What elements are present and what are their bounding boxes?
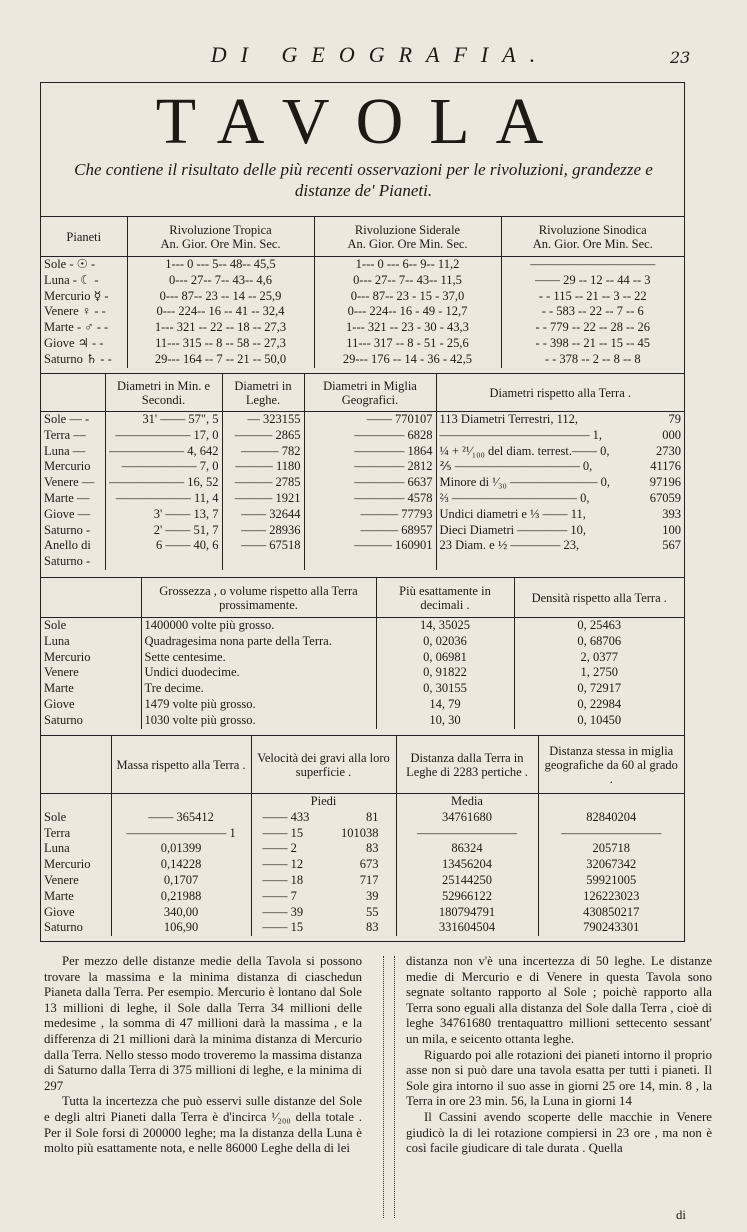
table-row [41, 523, 684, 539]
planet-name: Giove — [44, 506, 91, 521]
table-row [41, 538, 684, 554]
velocita-cell [251, 826, 396, 842]
velocita-piedi: —— 18 [262, 872, 304, 887]
grossezza-value: Quadragesima nona parte della Terra. [141, 634, 376, 650]
massa-value: 0,21988 [111, 889, 251, 905]
velocita-fraction: 81 [366, 809, 379, 824]
text-column-left [44, 954, 362, 1157]
massa-value: 0,1707 [111, 873, 251, 889]
paragraph: distanza non v'è una incertezza di 50 leghe. Le distanze medie di Mercurio e di Venere in questa Tavola sono segnate soltanto rapporto al Sole ; poichè rapporto alla Terra sono eguali alla distanza del Sole dalla Terra , cioè di leghe 34761680 trentaquattro millioni settecento sessant' un mila, e seicento ottanta leghe. [406, 954, 712, 1046]
min-value [105, 554, 222, 570]
table-row [41, 444, 684, 460]
tropica-value: 1--- 321 -- 22 -- 18 -- 27,3 [127, 320, 314, 336]
miglia-value: ———— 2812 [304, 459, 436, 475]
paragraph: Riguardo poi alle rotazioni dei pianeti intorno il proprio asse non si può dare una tavola esatta per tutti i pianeti. Il Sole gira intorno il suo asse in giorni 25 ore 14, min. 8 , la Terra in ore 23 min. 56, la Luna in giorni 14 [406, 1047, 712, 1109]
siderale-value: 11--- 317 -- 8 - 51 - 25,6 [314, 336, 501, 352]
planet-name: Terra [44, 825, 71, 840]
subheader-piedi: Piedi [251, 794, 396, 810]
table-row [41, 352, 684, 368]
velocita-fraction: 83 [366, 841, 379, 856]
terra-value: 2730 [656, 443, 681, 458]
siderale-value: 1--- 0 --- 6-- 9-- 11,2 [314, 257, 501, 273]
miglia-value: ———— 4578 [304, 491, 436, 507]
header-leghe: Diametri in Leghe. [222, 374, 304, 412]
miglia-value: ———— 1864 [304, 444, 436, 460]
grossezza-value: Sette centesime. [141, 650, 376, 666]
planet-name: Marte [44, 681, 74, 696]
densita-value: 0, 68706 [514, 634, 684, 650]
sinodica-value: - - 583 -- 22 -- 7 -- 6 [501, 304, 684, 320]
siderale-value: 29--- 176 -- 14 - 36 - 42,5 [314, 352, 501, 368]
leghe-value: ———————— [396, 826, 538, 842]
paragraph: Il Cassini avendo scoperte delle macchie in Venere giudicò la di lei rotazione compiersi in 23 ore , ma non è così facile giudicare di tale durata . Quella [406, 1109, 712, 1156]
table-row [41, 459, 684, 475]
diameters-table [41, 373, 684, 570]
planet-name: Marte - ♂ - - [44, 320, 109, 335]
velocita-fraction: 83 [366, 920, 379, 935]
grossezza-value: 1400000 volte più grosso. [141, 618, 376, 634]
terra-cell [436, 523, 684, 539]
terra-value: 100 [662, 522, 681, 537]
siderale-value: 0--- 87-- 23 - 15 - 37,0 [314, 289, 501, 305]
mass-distance-table [41, 735, 684, 936]
planet-name: Mercurio ☿ - [44, 288, 109, 303]
leghe-value: 34761680 [396, 810, 538, 826]
planet-name: Mercurio [44, 649, 91, 664]
terra-text: 23 Diam. e ½ ———— 23, [439, 538, 580, 553]
min-value: 6 —— 40, 6 [105, 538, 222, 554]
planet-name: Sole - ☉ - [44, 257, 96, 271]
terra-value: 567 [662, 538, 681, 553]
leghe-value: 331604504 [396, 920, 538, 936]
leghe-value [222, 554, 304, 570]
miglia-value: 32067342 [538, 857, 684, 873]
terra-cell [436, 538, 684, 554]
terra-value: 79 [668, 412, 681, 426]
planet-name: Sole [44, 618, 67, 632]
planet-name: Mercurio [44, 459, 91, 474]
table-frame [40, 82, 685, 942]
terra-text: ⅔ —————————— 0, [439, 490, 590, 505]
table-row [41, 428, 684, 444]
massa-value: —— 365412 [111, 810, 251, 826]
leghe-value: ——— 1921 [222, 491, 304, 507]
terra-text: ⅖ —————————— 0, [439, 459, 593, 474]
leghe-value: —— 67518 [222, 538, 304, 554]
header-tropica-label: Rivoluzione Tropica [169, 222, 272, 237]
velocita-piedi: —— 15 [262, 825, 304, 840]
terra-value: 393 [662, 506, 681, 521]
paragraph: Tutta la incertezza che può esservi sulle distanze del Sole e degli altri Pianeti dalla Terra è d'incirca ¹⁄₂₀₀ della totale . Per il Sole forsi di 200000 leghe; ma la distanza della Luna è molto più esattamente nota, e nelle 86000 Leghe della di lei [44, 1094, 362, 1156]
sinodica-value: - - 398 -- 21 -- 15 -- 45 [501, 336, 684, 352]
header-tropica [127, 217, 314, 257]
text-column-right [406, 954, 712, 1157]
planet-name: Saturno [44, 920, 83, 935]
volume-table [41, 577, 684, 729]
massa-value: 340,00 [111, 905, 251, 921]
densita-value: 0, 25463 [514, 618, 684, 634]
min-value: —————— 17, 0 [105, 428, 222, 444]
table-row [41, 650, 684, 666]
terra-cell [436, 475, 684, 491]
miglia-value: ———— 6828 [304, 428, 436, 444]
header-siderale-units: An. Gior. Ore Min. Sec. [347, 236, 468, 251]
terra-cell [436, 554, 684, 570]
header-sinodica-units: An. Gior. Ore Min. Sec. [532, 236, 653, 251]
terra-text: ———————————— 1, [439, 427, 602, 442]
densita-value: 0, 22984 [514, 697, 684, 713]
planet-name: Anello di [44, 538, 91, 553]
miglia-value [304, 554, 436, 570]
table-row [41, 889, 684, 905]
header-grossezza: Grossezza , o volume rispetto alla Terra prossimamente. [141, 578, 376, 618]
miglia-value: ———————— [538, 826, 684, 842]
table-row [41, 491, 684, 507]
table-row [41, 681, 684, 697]
table-row [41, 554, 684, 570]
min-value: —————— 16, 52 [105, 475, 222, 491]
siderale-value: 0--- 224-- 16 - 49 - 12,7 [314, 304, 501, 320]
massa-value: 0,01399 [111, 841, 251, 857]
header-blank [41, 578, 141, 618]
velocita-cell [251, 920, 396, 936]
table-row [41, 841, 684, 857]
velocita-piedi: —— 39 [262, 904, 304, 919]
header-siderale-label: Rivoluzione Siderale [354, 222, 461, 237]
planet-name: Venere — [44, 475, 95, 490]
revolutions-table [41, 216, 684, 368]
table-row [41, 826, 684, 842]
tropica-value: 1--- 0 --- 5-- 48-- 45,5 [127, 257, 314, 273]
table-row [41, 905, 684, 921]
min-value: 3' —— 13, 7 [105, 507, 222, 523]
miglia-value: 430850217 [538, 905, 684, 921]
miglia-value: 205718 [538, 841, 684, 857]
densita-value: 1, 2750 [514, 665, 684, 681]
velocita-piedi: —— 15 [262, 920, 304, 935]
leghe-value: —— 32644 [222, 507, 304, 523]
velocita-fraction: 39 [366, 888, 379, 903]
header-terra: Diametri rispetto alla Terra . [436, 374, 684, 412]
table-row [41, 920, 684, 936]
terra-text: Dieci Diametri ———— 10, [439, 522, 586, 537]
leghe-value: ——— 1180 [222, 459, 304, 475]
planet-name: Terra — [44, 427, 86, 442]
tropica-value: 0--- 224-- 16 -- 41 -- 32,4 [127, 304, 314, 320]
planet-name: Giove ♃ - - [44, 335, 104, 350]
header-densita: Densità rispetto alla Terra . [514, 578, 684, 618]
leghe-value: 86324 [396, 841, 538, 857]
table-row [41, 697, 684, 713]
planet-name: Luna [44, 841, 70, 856]
planet-name: Giove [44, 696, 75, 711]
header-minuti: Diametri in Min. e Secondi. [105, 374, 222, 412]
table-row [41, 857, 684, 873]
decimali-value: 10, 30 [376, 713, 514, 729]
table-row [41, 618, 684, 634]
decimali-value: 0, 02036 [376, 634, 514, 650]
leghe-value: ——— 2785 [222, 475, 304, 491]
leghe-value: ——— 2865 [222, 428, 304, 444]
velocita-fraction: 673 [359, 857, 379, 872]
header-leghe: Distanza dalla Terra in Leghe di 2283 pertiche . [396, 736, 538, 794]
planet-name: Luna — [44, 443, 86, 458]
terra-value: 67059 [649, 490, 681, 505]
siderale-value: 0--- 27-- 7-- 43-- 11,5 [314, 273, 501, 289]
table-row [41, 304, 684, 320]
header-sinodica [501, 217, 684, 257]
leghe-value: 25144250 [396, 873, 538, 889]
table-row [41, 273, 684, 289]
terra-text: Undici diametri e ⅓ —— 11, [439, 506, 586, 521]
planet-name: Saturno - [44, 554, 91, 569]
grossezza-value: 1479 volte più grosso. [141, 697, 376, 713]
velocita-fraction: 55 [366, 904, 379, 919]
decimali-value: 0, 91822 [376, 665, 514, 681]
planet-name: Marte — [44, 490, 90, 505]
leghe-value: — 323155 [222, 412, 304, 428]
running-head [0, 42, 747, 72]
planet-name: Saturno [44, 712, 83, 727]
paragraph: Per mezzo delle distanze medie della Tavola si possono trovare la massima e la minima distanza di ciaschedun Pianeta dalla Terra. Per esempio. Mercurio è lontano dal Sole 13 millioni di leghe, il Sole dalla Terra 34 millioni delle medesime , la somma di 47 millioni darà la massima , e la differenza di 21 millioni darà la minima distanza di Mercurio dalla Terra. Nello stesso modo troveremo la massima distanza di Saturno dalla Terra di 375 millioni di leghe, e la minima di 297 [44, 954, 362, 1093]
table-row [41, 873, 684, 889]
catchword: di [676, 1208, 686, 1223]
velocita-fraction: 717 [359, 872, 379, 887]
planet-name: Sole — - [44, 412, 90, 426]
planet-name: Saturno - [44, 522, 91, 537]
siderale-value: 1--- 321 -- 23 - 30 - 43,3 [314, 320, 501, 336]
planet-name: Luna [44, 633, 70, 648]
min-value: —————— 4, 642 [105, 444, 222, 460]
planet-name: Sole [44, 809, 67, 824]
header-miglia: Distanza stessa in miglia geografiche da 60 al grado . [538, 736, 684, 794]
velocita-cell [251, 873, 396, 889]
table-row [41, 475, 684, 491]
terra-value: 97196 [649, 475, 681, 490]
tavola-title: TAVOLA [155, 85, 570, 158]
velocita-fraction: 101038 [341, 825, 379, 840]
decimali-value: 0, 30155 [376, 681, 514, 697]
table-row [41, 713, 684, 729]
terra-cell [436, 412, 684, 428]
terra-value: 41176 [650, 459, 681, 474]
velocita-cell [251, 889, 396, 905]
table-row [41, 507, 684, 523]
leghe-value: 180794791 [396, 905, 538, 921]
miglia-value: ——— 68957 [304, 523, 436, 539]
miglia-value: 790243301 [538, 920, 684, 936]
min-value: —————— 11, 4 [105, 491, 222, 507]
header-sinodica-label: Rivoluzione Sinodica [538, 222, 647, 237]
terra-cell [436, 444, 684, 460]
sinodica-value: - - 378 -- 2 -- 8 -- 8 [501, 352, 684, 368]
header-massa: Massa rispetto alla Terra . [111, 736, 251, 794]
planet-name: Venere [44, 872, 79, 887]
table-row [41, 257, 684, 273]
grossezza-value: 1030 volte più grosso. [141, 713, 376, 729]
massa-value: 0,14228 [111, 857, 251, 873]
decimali-value: 14, 79 [376, 697, 514, 713]
terra-text: Minore di ¹⁄₃₀ ——————— 0, [439, 475, 610, 490]
sinodica-value: - - 115 -- 21 -- 3 -- 22 [501, 289, 684, 305]
leghe-value: 52966122 [396, 889, 538, 905]
massa-value: 106,90 [111, 920, 251, 936]
header-tropica-units: An. Gior. Ore Min. Sec. [160, 236, 281, 251]
leghe-value: ——— 782 [222, 444, 304, 460]
table-row [41, 320, 684, 336]
velocita-piedi: —— 7 [262, 888, 297, 903]
terra-text: 113 Diametri Terrestri, 112, [439, 412, 579, 426]
terra-value: 000 [662, 427, 681, 442]
densita-value: 2, 0377 [514, 650, 684, 666]
header-pianeti: Pianeti [41, 217, 127, 257]
header-blank [41, 736, 111, 794]
miglia-value: 59921005 [538, 873, 684, 889]
planet-name: Saturno ♄ - - [44, 351, 112, 366]
header-siderale [314, 217, 501, 257]
min-value: —————— 7, 0 [105, 459, 222, 475]
decimali-value: 0, 06981 [376, 650, 514, 666]
velocita-cell [251, 905, 396, 921]
velocita-piedi: —— 433 [262, 809, 310, 824]
terra-cell [436, 459, 684, 475]
running-head-title: DI GEOGRAFIA. [210, 42, 550, 67]
grossezza-value: Undici duodecime. [141, 665, 376, 681]
terra-cell [436, 491, 684, 507]
miglia-value: ——— 77793 [304, 507, 436, 523]
table-row [41, 336, 684, 352]
miglia-value: 82840204 [538, 810, 684, 826]
velocita-cell [251, 810, 396, 826]
velocita-cell [251, 857, 396, 873]
table-row [41, 665, 684, 681]
grossezza-value: Tre decime. [141, 681, 376, 697]
velocita-piedi: —— 2 [262, 841, 297, 856]
tropica-value: 0--- 87-- 23 -- 14 -- 25,9 [127, 289, 314, 305]
min-value: 31' —— 57", 5 [105, 412, 222, 428]
velocita-cell [251, 841, 396, 857]
tropica-value: 11--- 315 -- 8 -- 58 -- 27,3 [127, 336, 314, 352]
massa-value: ———————— 1 [111, 826, 251, 842]
tropica-value: 0--- 27-- 7-- 43-- 4,6 [127, 273, 314, 289]
table-row [41, 810, 684, 826]
sinodica-value: —— 29 -- 12 -- 44 -- 3 [501, 273, 684, 289]
terra-cell [436, 428, 684, 444]
planet-name: Venere ♀ - - [44, 304, 106, 319]
terra-text: ¼ + ²¹⁄₁₀₀ del diam. terrest.—— 0, [439, 443, 610, 458]
leghe-value: —— 28936 [222, 523, 304, 539]
sinodica-value: - - 779 -- 22 -- 28 -- 26 [501, 320, 684, 336]
table-row [41, 412, 684, 428]
table-row [41, 634, 684, 650]
velocita-piedi: —— 12 [262, 857, 304, 872]
miglia-value: ——— 160901 [304, 538, 436, 554]
column-divider [383, 956, 395, 1218]
page-number: 23 [670, 48, 691, 67]
planet-name: Mercurio [44, 857, 91, 872]
terra-cell [436, 507, 684, 523]
subheader-media: Media [396, 794, 538, 810]
densita-value: 0, 10450 [514, 713, 684, 729]
planet-name: Venere [44, 665, 79, 680]
densita-value: 0, 72917 [514, 681, 684, 697]
miglia-value: —— 770107 [304, 412, 436, 428]
header-blank [41, 374, 105, 412]
planet-name: Giove [44, 904, 75, 919]
tavola-subtitle: Che contiene il risultato delle più recenti osservazioni per le rivoluzioni, grandezze e distanze de' Pianeti. [74, 160, 653, 200]
miglia-value: ———— 6637 [304, 475, 436, 491]
planet-name: Marte [44, 888, 74, 903]
miglia-value: 126223023 [538, 889, 684, 905]
decimali-value: 14, 35025 [376, 618, 514, 634]
header-decimali: Più esattamente in decimali . [376, 578, 514, 618]
header-miglia: Diametri in Miglia Geografici. [304, 374, 436, 412]
min-value: 2' —— 51, 7 [105, 523, 222, 539]
sinodica-value: —————————— [501, 257, 684, 273]
leghe-value: 13456204 [396, 857, 538, 873]
body-text [44, 954, 716, 1224]
table-row [41, 289, 684, 305]
tropica-value: 29--- 164 -- 7 -- 21 -- 50,0 [127, 352, 314, 368]
planet-name: Luna - ☾ - [44, 272, 99, 287]
header-velocita: Velocità dei gravi alla loro superficie . [251, 736, 396, 794]
